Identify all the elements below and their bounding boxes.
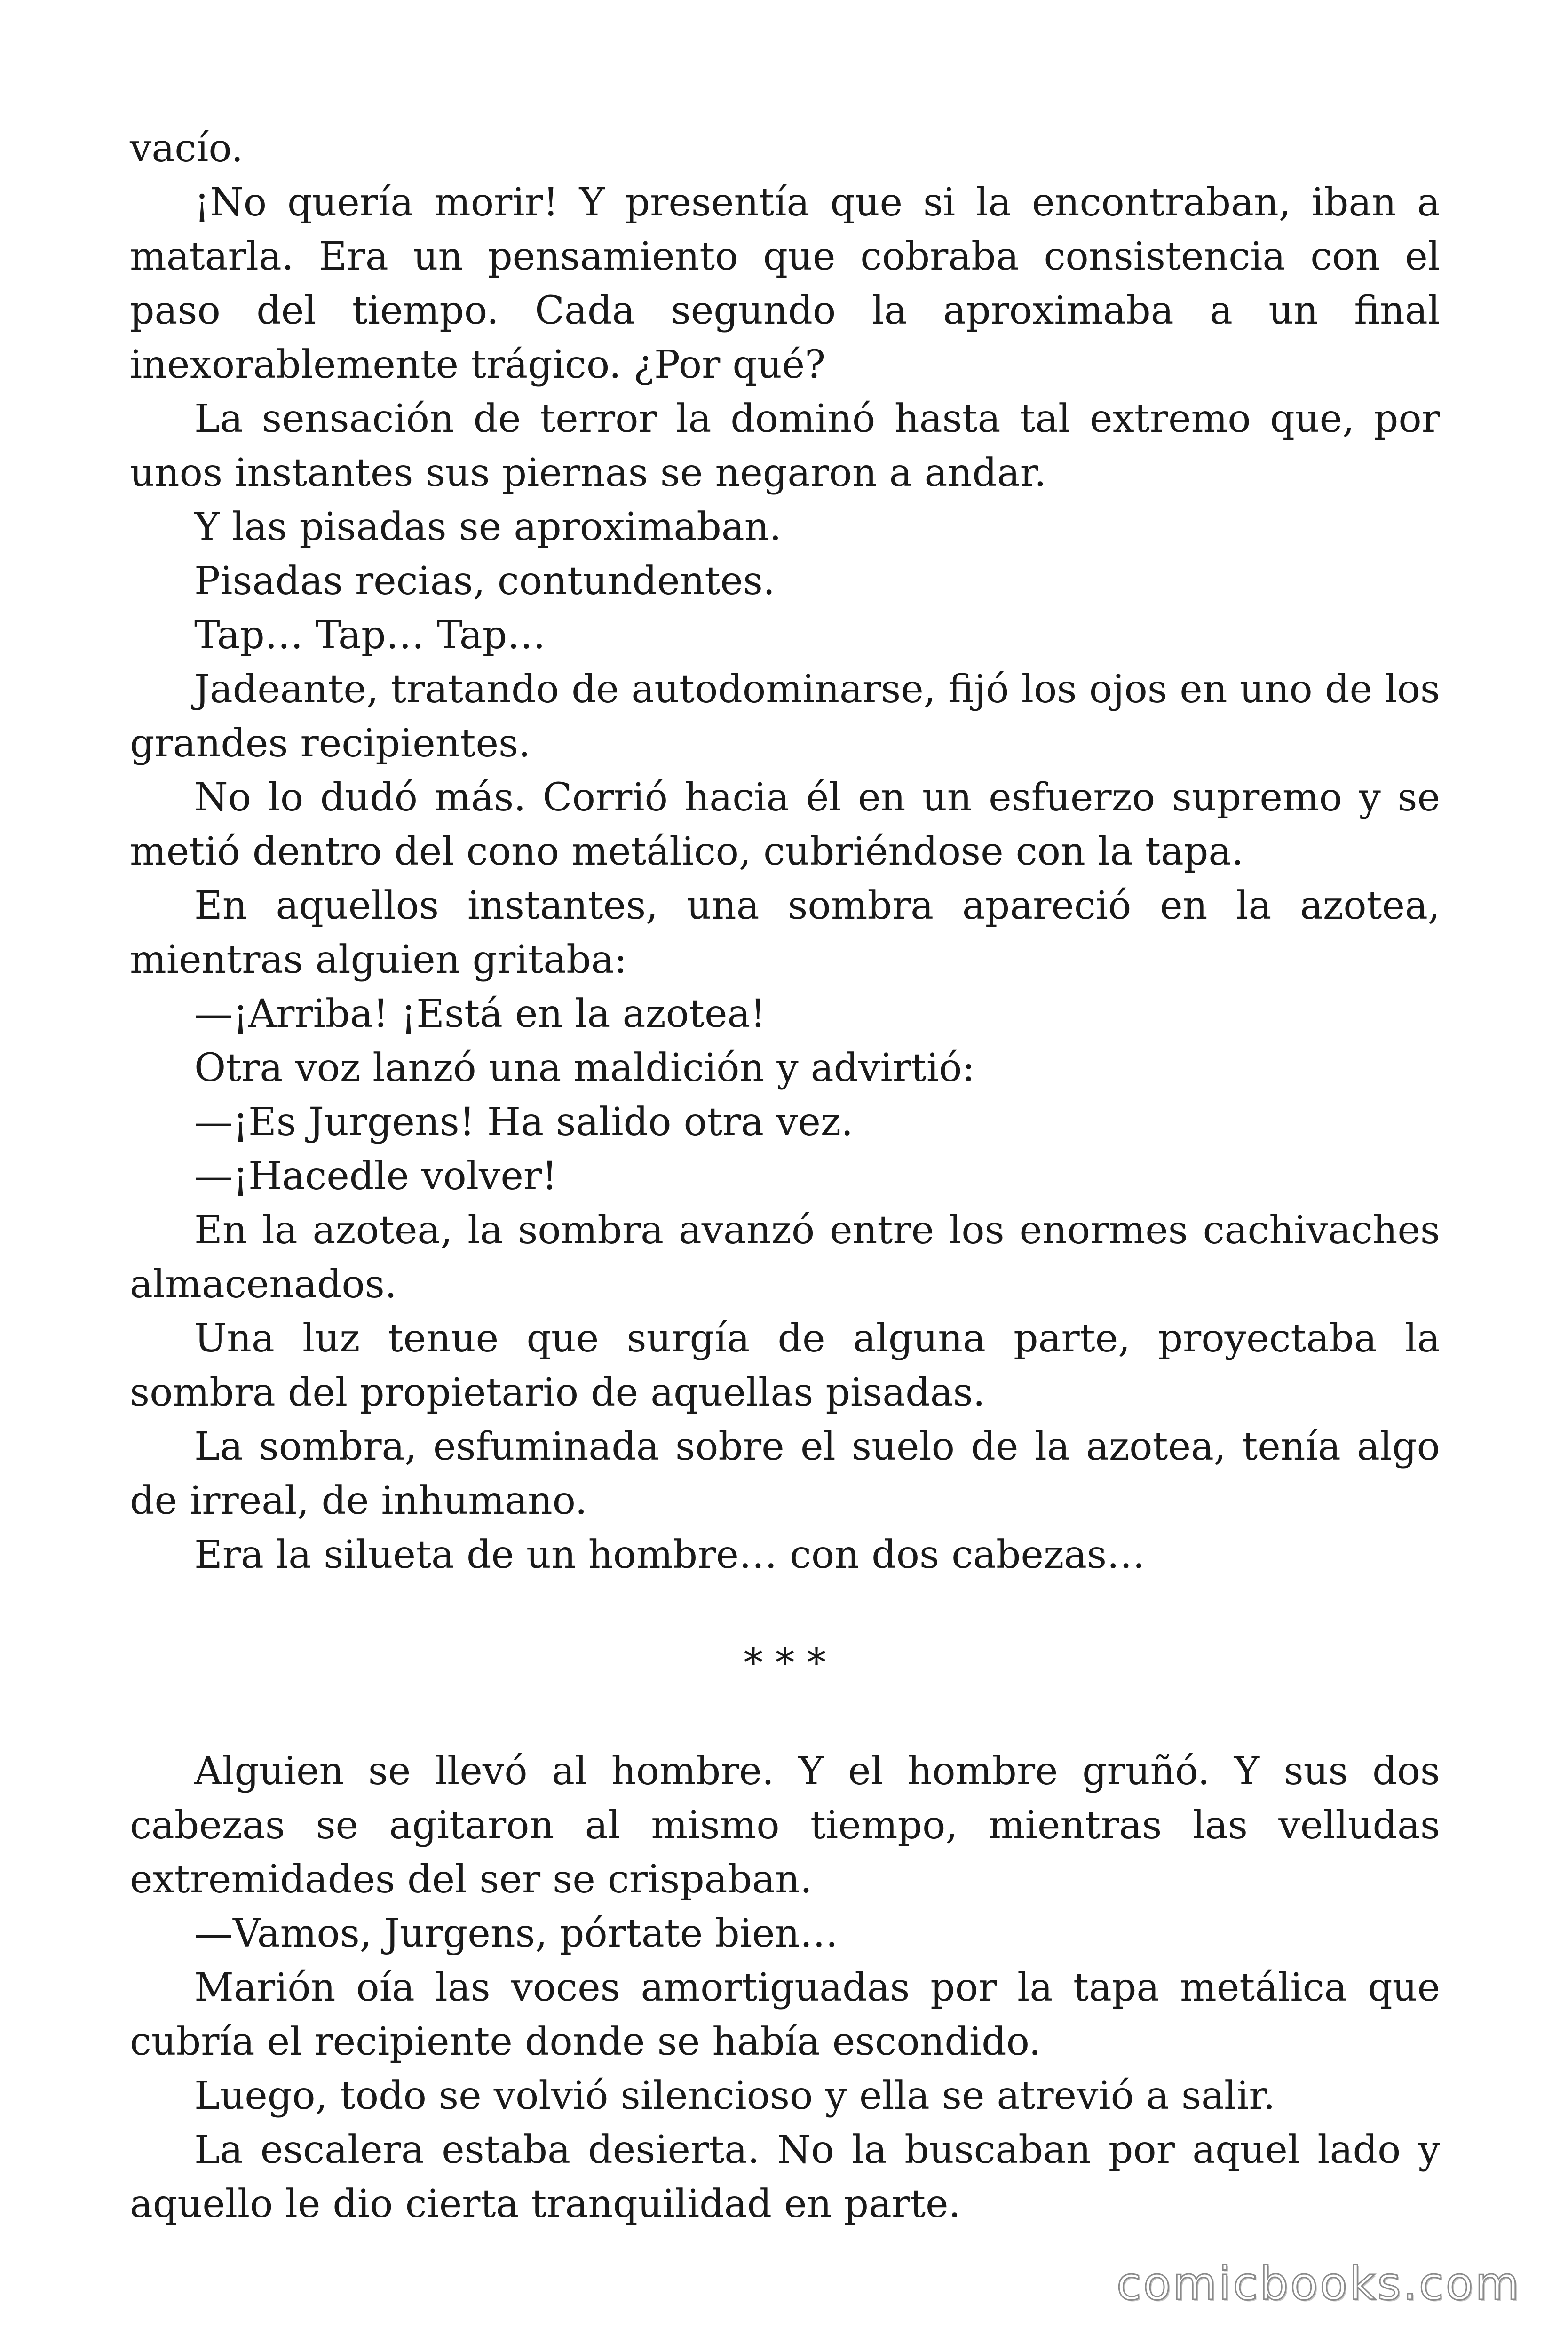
paragraph: Tap… Tap… Tap… (194, 613, 546, 658)
body-text-before (130, 121, 1440, 1582)
scene-break-separator: * * * (744, 1641, 826, 1685)
paragraph: En aquellos instantes, una sombra apareció en la azotea, mientras alguien gritaba: (130, 883, 1440, 982)
paragraph: Otra voz lanzó una maldición y advirtió: (194, 1046, 975, 1090)
dialogue-line: —Vamos, Jurgens, pórtate bien… (194, 1911, 839, 1956)
paragraph: La sombra, esfuminada sobre el suelo de la azotea, tenía algo de irreal, de inhumano. (130, 1424, 1440, 1523)
paragraph: ¡No quería morir! Y presentía que si la encontraban, iban a matarla. Era un pensamiento que cobraba consistencia con el paso del tiempo. Cada segundo la aproximaba a un final inexorablemente trágico. ¿Por qué? (130, 180, 1440, 387)
paragraph: Luego, todo se volvió silencioso y ella se atrevió a salir. (194, 2074, 1275, 2118)
dialogue-line: —¡Arriba! ¡Está en la azotea! (194, 992, 766, 1036)
body-text-after (130, 1744, 1440, 2231)
paragraph: No lo dudó más. Corrió hacia él en un esfuerzo supremo y se metió dentro del cono metálico, cubriéndose con la tapa. (130, 775, 1440, 874)
dialogue-line: —¡Es Jurgens! Ha salido otra vez. (194, 1100, 854, 1144)
paragraph: vacío. (130, 126, 244, 171)
paragraph: En la azotea, la sombra avanzó entre los enormes cachivaches almacenados. (130, 1208, 1440, 1307)
watermark-logo: comicbooks.com (1116, 2257, 1521, 2310)
paragraph: Marión oía las voces amortiguadas por la tapa metálica que cubría el recipiente donde se había escondido. (130, 1965, 1440, 2064)
paragraph: La sensación de terror la dominó hasta tal extremo que, por unos instantes sus piernas se negaron a andar. (130, 397, 1440, 495)
paragraph: Pisadas recias, contundentes. (194, 559, 776, 604)
paragraph: Y las pisadas se aproximaban. (194, 505, 782, 549)
book-page (130, 121, 1440, 2231)
paragraph: Era la silueta de un hombre… con dos cabezas… (194, 1533, 1146, 1577)
paragraph: Una luz tenue que surgía de alguna parte, proyectaba la sombra del propietario de aquellas pisadas. (130, 1316, 1440, 1415)
paragraph: La escalera estaba desierta. No la buscaban por aquel lado y aquello le dio cierta tranquilidad en parte. (130, 2128, 1440, 2226)
paragraph: Alguien se llevó al hombre. Y el hombre gruñó. Y sus dos cabezas se agitaron al mismo tiempo, mientras las velludas extremidades del ser se crispaban. (130, 1749, 1440, 1902)
dialogue-line: —¡Hacedle volver! (194, 1154, 558, 1199)
paragraph: Jadeante, tratando de autodominarse, fijó los ojos en uno de los grandes recipientes. (130, 667, 1440, 766)
